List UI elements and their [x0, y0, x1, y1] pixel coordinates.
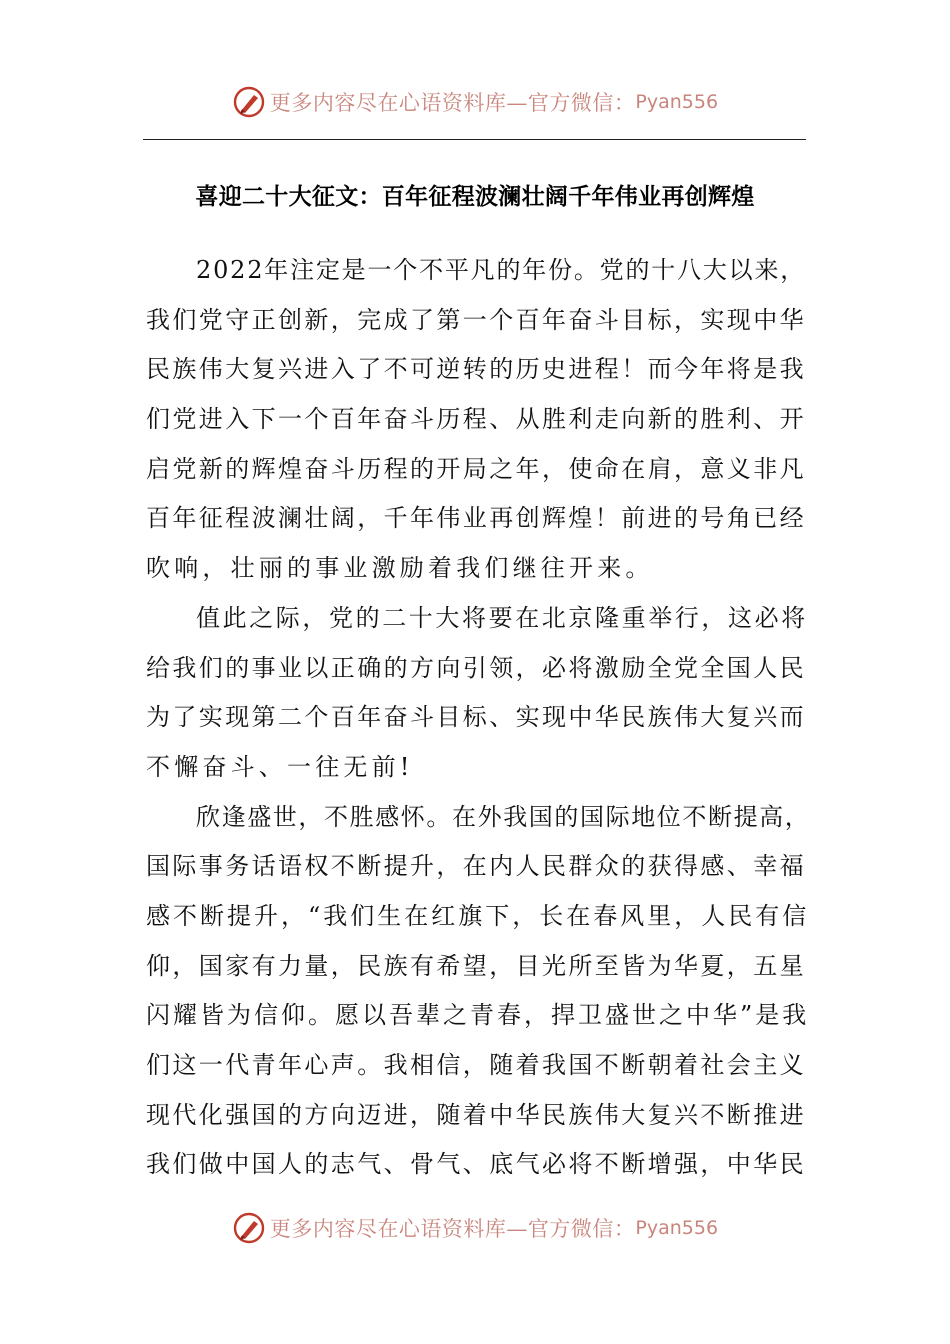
text-line: 们这一代青年心声。我相信，随着我国不断朝着社会主义: [146, 1051, 806, 1079]
text-line: 值此之际，党的二十大将要在北京隆重举行，这必将: [196, 603, 808, 632]
document-body: [146, 246, 810, 1190]
text-line: 不懈奋斗、一往无前!: [146, 752, 414, 781]
text-line: 感不断提升，“我们生在红旗下，长在春风里，人民有信: [146, 901, 810, 930]
text-line: 闪耀皆为信仰。愿以吾辈之青春，捍卫盛世之中华”是我: [146, 1001, 810, 1030]
header-watermark: [0, 82, 950, 122]
text-line: 们党进入下一个百年奋斗历程、从胜利走向新的胜利、开: [146, 405, 806, 434]
text-line: 为了实现第二个百年奋斗目标、实现中华民族伟大复兴而: [146, 703, 806, 732]
watermark-text: 更多内容尽在心语资料库—官方微信：: [269, 1217, 636, 1241]
text-line: 现代化强国的方向迈进，随着中华民族伟大复兴不断推进: [146, 1100, 806, 1129]
text-line: 给我们的事业以正确的方向引领，必将激励全党全国人民: [146, 653, 806, 682]
watermark-text: 更多内容尽在心语资料库—官方微信：: [269, 91, 636, 115]
text-line: 欣逢盛世，不胜感怀。在外我国的国际地位不断提高，: [196, 802, 811, 831]
pen-logo-icon: [232, 1211, 266, 1245]
pen-logo-icon: [232, 85, 266, 119]
text-line: 国际事务话语权不断提升，在内人民群众的获得感、幸福: [146, 852, 806, 881]
text-line: 百年征程波澜壮阔，千年伟业再创辉煌！前进的号角已经: [146, 504, 806, 533]
header-divider: [143, 139, 806, 140]
watermark-handle: Pyan556: [635, 91, 719, 113]
text-line: 我们做中国人的志气、骨气、底气必将不断增强，中华民: [146, 1150, 806, 1179]
text-line: 吹响，壮丽的事业激励着我们继往开来。: [146, 554, 654, 583]
watermark-handle: Pyan556: [635, 1217, 719, 1239]
footer-watermark: [0, 1208, 950, 1248]
text-line: 启党新的辉煌奋斗历程的开局之年，使命在肩，意义非凡: [146, 454, 806, 483]
text-line: 我们党守正创新，完成了第一个百年奋斗目标，实现中华: [146, 305, 806, 334]
text-line: 民族伟大复兴进入了不可逆转的历史进程！而今年将是我: [146, 355, 806, 384]
text-line: 仰，国家有力量，民族有希望，目光所至皆为华夏，五星: [146, 951, 806, 980]
document-title: 喜迎二十大征文：百年征程波澜壮阔千年伟业再创辉煌: [195, 183, 755, 210]
text-line: 2022年注定是一个不平凡的年份。党的十八大以来，: [196, 256, 807, 284]
